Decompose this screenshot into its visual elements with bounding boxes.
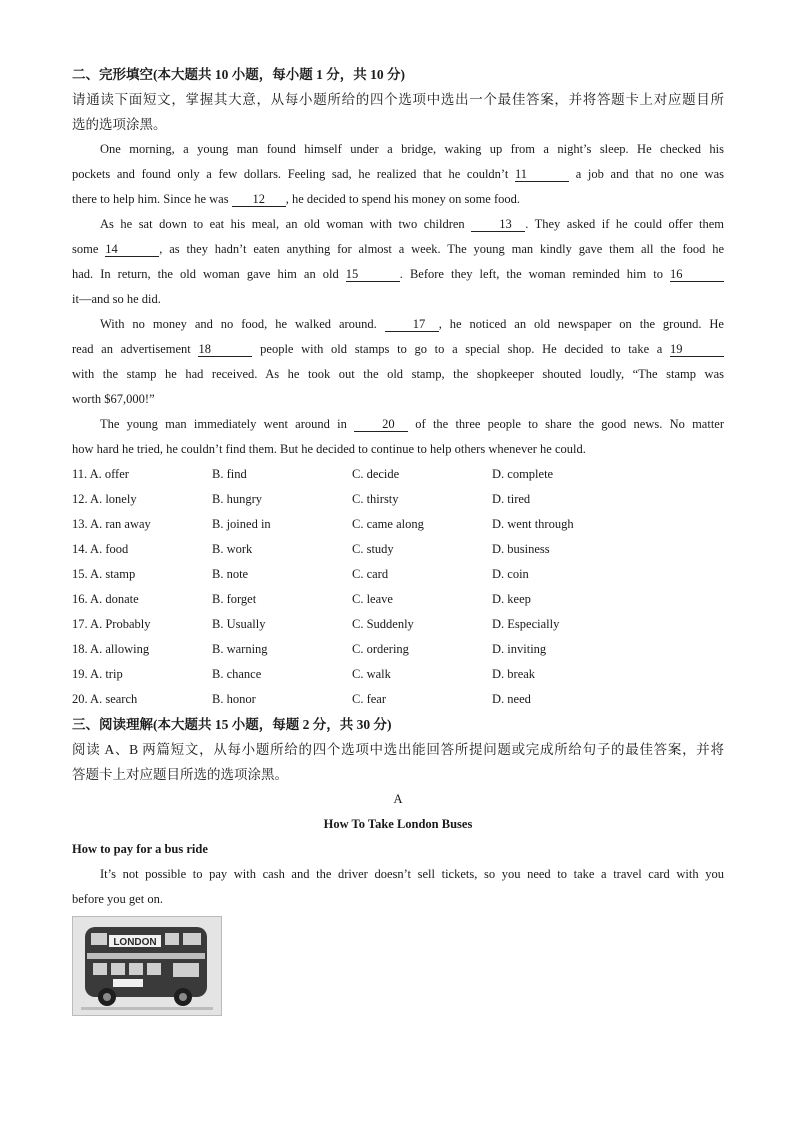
- section-3-heading: 三、阅读理解(本大题共 15 小题，每题 2 分，共 30 分): [72, 717, 392, 732]
- text: As he sat down to eat his meal, an old woman with two children: [100, 217, 465, 231]
- option-c: C. walk: [352, 667, 391, 681]
- option-d: D. tired: [492, 492, 531, 506]
- section-3-instruction-line-1: 阅读 A、B 两篇短文，从每小题所给的四个选项中选出能回答所提问题或完成所给句子的最佳答案，并将: [72, 742, 724, 757]
- passage-p1-line-2: [72, 162, 724, 187]
- passage-p3-line-2: [72, 337, 724, 362]
- blank-18: 18: [198, 342, 252, 357]
- blank-19: 19: [670, 342, 724, 357]
- passage-p2-line-4: it—and so he did.: [72, 292, 161, 306]
- text: had. In return, the old woman gave him an old: [72, 267, 339, 281]
- option-d: D. Especially: [492, 617, 560, 631]
- blank-13: 13: [471, 217, 525, 232]
- passage-body-line-2: before you get on.: [72, 892, 163, 906]
- option-d: D. break: [492, 667, 536, 681]
- text: read an advertisement: [72, 342, 191, 356]
- passage-p3-line-1: [72, 312, 724, 337]
- option-a: 19. A. trip: [72, 667, 123, 681]
- passage-p3-line-3: with the stamp he had received. As he took out the old stamp, the shopkeeper shouted loudly, “The stamp was: [72, 367, 724, 381]
- london-bus-icon: [73, 917, 221, 1015]
- option-c: C. came along: [352, 517, 424, 531]
- option-b: B. Usually: [212, 617, 266, 631]
- option-row: [72, 662, 724, 687]
- option-d: D. inviting: [492, 642, 547, 656]
- section-2-heading: 二、完形填空(本大题共 10 小题，每小题 1 分，共 10 分): [72, 67, 405, 82]
- text: , he noticed an old newspaper on the ground. He: [438, 317, 724, 331]
- exam-page: [72, 62, 724, 1016]
- option-b: B. hungry: [212, 492, 262, 506]
- passage-p2-line-2: [72, 237, 724, 262]
- option-b: B. joined in: [212, 517, 271, 531]
- option-b: B. work: [212, 542, 253, 556]
- passage-p1-line-1: One morning, a young man found himself under a bridge, waking up from a night’s sleep. He checked his: [100, 142, 724, 156]
- blank-16: 16: [670, 267, 724, 282]
- blank-17: 17: [385, 317, 439, 332]
- option-a: 18. A. allowing: [72, 642, 150, 656]
- option-a: 13. A. ran away: [72, 517, 151, 531]
- text: some: [72, 242, 99, 256]
- option-d: D. went through: [492, 517, 574, 531]
- text: pockets and found only a few dollars. Feeling sad, he realized that he couldn’t: [72, 167, 509, 181]
- option-b: B. warning: [212, 642, 268, 656]
- passage-subheading: How to pay for a bus ride: [72, 842, 208, 856]
- option-row: [72, 462, 724, 487]
- option-b: B. honor: [212, 692, 256, 706]
- text: a job and that no one was: [575, 167, 724, 181]
- option-a: 16. A. donate: [72, 592, 139, 606]
- passage-p2-line-3: [72, 262, 724, 287]
- option-row: [72, 537, 724, 562]
- text: , he decided to spend his money on some food.: [285, 192, 521, 206]
- option-row: [72, 612, 724, 637]
- option-d: D. business: [492, 542, 550, 556]
- option-c: C. study: [352, 542, 394, 556]
- option-a: 11. A. offer: [72, 467, 129, 481]
- option-a: 17. A. Probably: [72, 617, 151, 631]
- option-a: 20. A. search: [72, 692, 138, 706]
- passage-p1-line-3: [72, 187, 724, 212]
- option-c: C. decide: [352, 467, 400, 481]
- passage-p4-line-2: how hard he tried, he couldn’t find them. But he decided to continue to help others whenever he could.: [72, 442, 586, 456]
- option-b: B. note: [212, 567, 249, 581]
- blank-14: 14: [105, 242, 159, 257]
- section-2-instruction-line-1: 请通读下面短文，掌握其大意，从每小题所给的四个选项中选出一个最佳答案，并将答题卡上对应题目所: [72, 92, 724, 107]
- text: people with old stamps to go to a special shop. He decided to take a: [260, 342, 663, 356]
- option-row: [72, 587, 724, 612]
- option-d: D. need: [492, 692, 531, 706]
- text: . Before they left, the woman reminded him to: [399, 267, 663, 281]
- option-d: D. coin: [492, 567, 529, 581]
- option-a: 12. A. lonely: [72, 492, 137, 506]
- option-c: C. ordering: [352, 642, 409, 656]
- section-2-instruction-line-2: 选的选项涂黑。: [72, 117, 167, 132]
- text: With no money and no food, he walked around.: [100, 317, 377, 331]
- option-b: B. chance: [212, 667, 262, 681]
- option-c: C. fear: [352, 692, 387, 706]
- passage-p4-line-1: [72, 412, 724, 437]
- option-row: [72, 687, 724, 712]
- text: . They asked if he could offer them: [525, 217, 725, 231]
- option-row: [72, 512, 724, 537]
- blank-15: 15: [346, 267, 400, 282]
- option-c: C. card: [352, 567, 389, 581]
- option-b: B. find: [212, 467, 247, 481]
- blank-20: 20: [354, 417, 408, 432]
- bus-sign-text: LONDON: [113, 937, 157, 948]
- option-d: D. complete: [492, 467, 554, 481]
- option-d: D. keep: [492, 592, 531, 606]
- option-b: B. forget: [212, 592, 257, 606]
- section-3-instruction-line-2: 答题卡上对应题目所选的选项涂黑。: [72, 767, 288, 782]
- option-row: [72, 637, 724, 662]
- option-row: [72, 562, 724, 587]
- text: , as they hadn’t eaten anything for almost a week. The young man kindly gave them all the food he: [159, 242, 724, 256]
- passage-body-line-1: It’s not possible to pay with cash and the driver doesn’t sell tickets, so you need to take a travel card with you: [100, 867, 724, 881]
- blank-12: 12: [232, 192, 286, 207]
- text: The young man immediately went around in: [100, 417, 347, 431]
- passage-title: How To Take London Buses: [323, 817, 473, 831]
- option-row: [72, 487, 724, 512]
- passage-p3-line-4: worth $67,000!”: [72, 392, 155, 406]
- text: there to help him. Since he was: [72, 192, 229, 206]
- answer-options: [72, 462, 724, 712]
- london-bus-image: [72, 916, 222, 1016]
- blank-11: 11: [515, 167, 569, 182]
- option-a: 15. A. stamp: [72, 567, 136, 581]
- option-c: C. leave: [352, 592, 393, 606]
- text: of the three people to share the good news. No matter: [415, 417, 725, 431]
- passage-label: A: [393, 792, 403, 806]
- option-c: C. Suddenly: [352, 617, 414, 631]
- option-a: 14. A. food: [72, 542, 129, 556]
- passage-p2-line-1: [72, 212, 724, 237]
- option-c: C. thirsty: [352, 492, 399, 506]
